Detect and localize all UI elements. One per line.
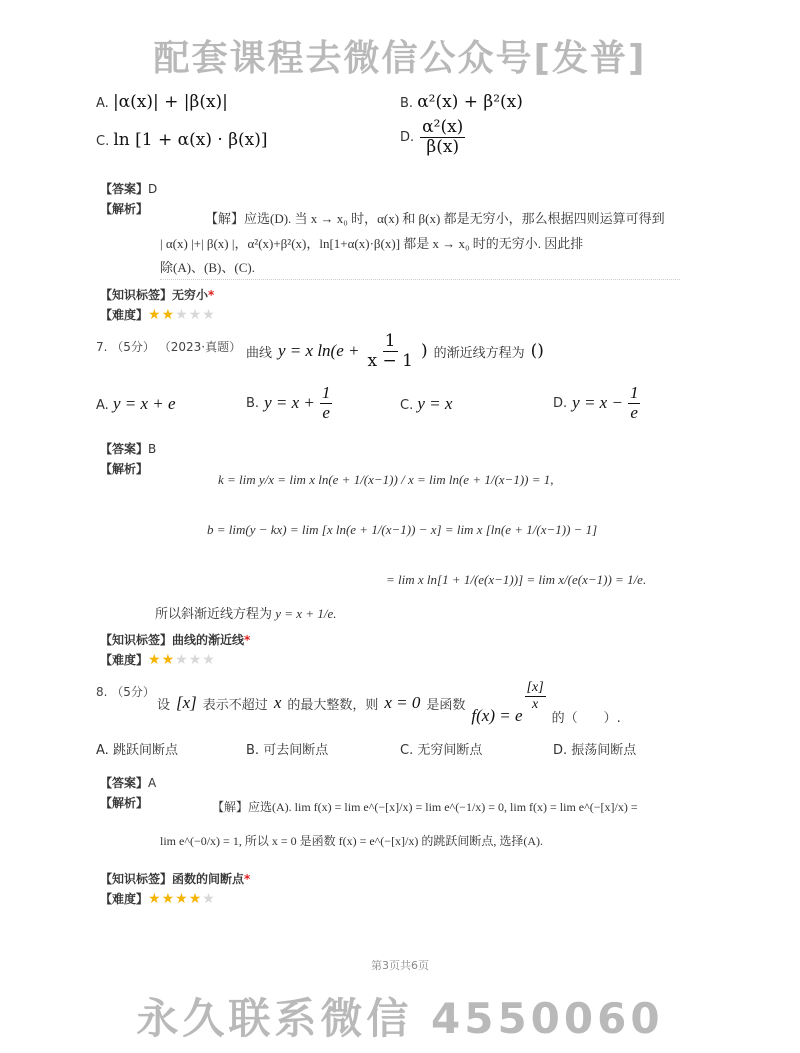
option-label: A. — [96, 96, 109, 111]
conclusion-text: 所以斜渐近线方程为 — [155, 606, 273, 621]
star-filled-icon: ★ — [148, 651, 162, 668]
option-label: D. — [553, 743, 568, 758]
q8-answer — [100, 774, 156, 791]
answer-label: 【答案】 — [100, 776, 149, 790]
conclusion-expr: y = x + 1/e. — [275, 606, 337, 621]
difficulty-label: 【难度】 — [100, 308, 149, 322]
q8-option-b — [246, 739, 328, 758]
option-expr: y = x + — [264, 393, 315, 413]
tag-mark: * — [244, 872, 251, 886]
star-empty-icon: ★ — [202, 890, 216, 907]
q6-knowledge-tag — [100, 286, 214, 303]
option-label: C. — [400, 743, 414, 758]
answer-value: A — [148, 776, 157, 790]
answer-label: 【答案】 — [100, 182, 149, 196]
answer-label: 【答案】 — [100, 442, 149, 456]
page-footer: 第3页共6页 — [371, 959, 429, 972]
tag-value: 函数的间断点 — [172, 872, 245, 886]
star-filled-icon: ★ — [148, 306, 162, 323]
q6-option-c — [96, 130, 268, 150]
q7-analysis-label: 【解析】 — [100, 462, 149, 476]
fraction-denominator: e — [322, 402, 330, 422]
fraction-denominator: β(x) — [426, 136, 460, 157]
star-filled-icon: ★ — [161, 890, 176, 907]
answer-value: D — [148, 182, 158, 196]
q8-knowledge-tag — [100, 870, 250, 887]
q8-option-d — [553, 739, 636, 758]
fraction-denominator: x — [531, 696, 539, 712]
option-label: A. — [96, 398, 109, 413]
q8-solution-line2: lim e^(−0/x) = 1, 所以 x = 0 是函数 f(x) = e^(−[x]/x) 的跳跃间断点, 选择(A). — [160, 834, 544, 848]
q7-option-b — [246, 384, 332, 422]
question-number: 8. — [96, 685, 108, 699]
stem-prefix: 曲线 — [246, 345, 273, 361]
tag-value: 曲线的渐近线 — [172, 633, 245, 647]
option-fraction — [320, 384, 333, 422]
option-fraction — [420, 118, 465, 156]
q7-solution-b2: = lim x ln[1 + 1/(e(x−1))] = lim x/(e(x−1)) = 1/e. — [386, 572, 647, 587]
difficulty-stars — [148, 891, 216, 907]
option-text: 无穷间断点 — [417, 743, 483, 758]
fraction-denominator: x − 1 — [367, 350, 413, 371]
stem-expr-right: ) — [420, 341, 428, 362]
answer-value: B — [148, 442, 157, 456]
difficulty-stars — [148, 652, 216, 668]
q7-stem — [246, 332, 544, 370]
tag-label: 【知识标签】 — [100, 872, 173, 886]
stem-text: 是函数 — [426, 697, 466, 713]
q6-option-d — [400, 118, 465, 156]
q8-solution-line1: 【解】应选(A). lim f(x) = lim e^(−[x]/x) = lim e^(−1/x) = 0, lim f(x) = lim e^(−[x]/x) = — [212, 800, 638, 814]
question-score: （5分） — [111, 340, 155, 354]
q7-option-d — [553, 384, 640, 422]
stem-text: 设 — [157, 697, 171, 713]
stem-math: x — [273, 693, 282, 712]
divider — [160, 279, 680, 281]
q6-option-b — [400, 92, 523, 112]
q6-difficulty — [100, 306, 216, 323]
star-filled-icon: ★ — [161, 651, 176, 668]
stem-text: 的（ ）. — [551, 710, 621, 726]
fraction-numerator: α²(x) — [422, 117, 464, 137]
star-filled-icon: ★ — [175, 890, 189, 907]
q8-stem — [157, 680, 621, 726]
option-text: 跳跃间断点 — [112, 743, 178, 758]
star-empty-icon: ★ — [202, 306, 216, 323]
fraction-numerator: 1 — [629, 383, 639, 402]
option-expr: y = x — [417, 394, 453, 413]
stem-exponent — [525, 680, 546, 712]
fraction-numerator: 1 — [321, 383, 331, 402]
difficulty-label: 【难度】 — [100, 892, 149, 906]
q7-header — [96, 338, 241, 355]
answer-blank: () — [530, 341, 544, 362]
option-fraction — [628, 384, 641, 422]
stem-function: f(x) = e — [471, 706, 523, 725]
q6-analysis-label: 【解析】 — [100, 202, 149, 216]
tag-label: 【知识标签】 — [100, 633, 173, 647]
option-label: D. — [553, 395, 568, 411]
option-text: 振荡间断点 — [571, 743, 637, 758]
star-filled-icon: ★ — [188, 890, 203, 907]
q7-solution-b1: b = lim(y − kx) = lim [x ln(e + 1/(x−1)) − x] = lim x [ln(e + 1/(x−1)) − 1] — [207, 522, 598, 537]
option-label: C. — [96, 134, 110, 149]
q7-knowledge-tag — [100, 631, 250, 648]
fraction-denominator: e — [630, 402, 638, 422]
q7-option-c — [400, 394, 452, 414]
option-expr: ln [1 + α(x) · β(x)] — [113, 130, 268, 150]
q7-difficulty — [100, 651, 216, 668]
option-label: B. — [246, 395, 260, 411]
option-label: C. — [400, 398, 414, 413]
tag-mark: * — [244, 633, 251, 647]
option-label: B. — [246, 743, 260, 758]
q8-header — [96, 683, 155, 700]
star-filled-icon: ★ — [161, 306, 176, 323]
star-empty-icon: ★ — [188, 651, 203, 668]
stem-suffix: 的渐近线方程为 — [433, 345, 525, 361]
q6-solution-line2: | α(x) |+| β(x) |，α²(x)+β²(x)，ln[1+α(x)·β(x)] 都是 x → x₀ 时的无穷小. 因此排 — [160, 236, 584, 251]
q8-option-c — [400, 739, 482, 758]
q6-option-a — [96, 92, 228, 112]
stem-expr-left: y = x ln(e + — [278, 341, 360, 361]
stem-text: 表示不超过 — [202, 697, 268, 713]
watermark-top: 配套课程去微信公众号[发普] — [153, 38, 647, 79]
stem-fraction — [365, 332, 414, 370]
option-label: A. — [96, 743, 109, 758]
tag-label: 【知识标签】 — [100, 288, 173, 302]
q7-conclusion — [155, 603, 336, 622]
difficulty-label: 【难度】 — [100, 653, 149, 667]
star-filled-icon: ★ — [148, 890, 162, 907]
stem-text: 的最大整数，则 — [287, 697, 379, 713]
stem-math: x = 0 — [384, 693, 421, 712]
q6-solution-line3: 除(A)、(B)、(C). — [160, 260, 255, 275]
option-label: D. — [400, 129, 415, 145]
q7-solution-k: k = lim y/x = lim x ln(e + 1/(x−1)) / x = lim ln(e + 1/(x−1)) = 1, — [218, 472, 554, 487]
option-expr: y = x − — [572, 393, 623, 413]
star-empty-icon: ★ — [188, 306, 203, 323]
fraction-numerator: 1 — [384, 331, 396, 351]
option-expr: y = x + e — [112, 394, 176, 413]
difficulty-stars — [148, 307, 216, 323]
fraction-numerator: [x] — [526, 680, 544, 696]
star-empty-icon: ★ — [202, 651, 216, 668]
option-expr: α²(x) + β²(x) — [417, 92, 523, 112]
stem-math: [x] — [176, 693, 197, 712]
q7-answer — [100, 440, 156, 457]
question-source: （2023·真题） — [158, 340, 242, 354]
option-expr: |α(x)| + |β(x)| — [112, 92, 228, 112]
watermark-bottom: 永久联系微信 4550060 — [136, 994, 664, 1043]
q8-difficulty — [100, 890, 216, 907]
option-label: B. — [400, 96, 414, 111]
q7-option-a — [96, 394, 176, 414]
question-score: （5分） — [111, 685, 155, 699]
q6-answer — [100, 180, 157, 197]
tag-mark: * — [208, 288, 215, 302]
question-number: 7. — [96, 340, 108, 354]
q6-solution-line1: 【解】应选(D). 当 x → x₀ 时，α(x) 和 β(x) 都是无穷小，那么根据四则运算可得到 — [205, 211, 665, 226]
q8-analysis-label: 【解析】 — [100, 796, 149, 810]
star-empty-icon: ★ — [175, 306, 189, 323]
q8-option-a — [96, 739, 178, 758]
option-text: 可去间断点 — [263, 743, 329, 758]
star-empty-icon: ★ — [175, 651, 189, 668]
tag-value: 无穷小 — [172, 288, 209, 302]
